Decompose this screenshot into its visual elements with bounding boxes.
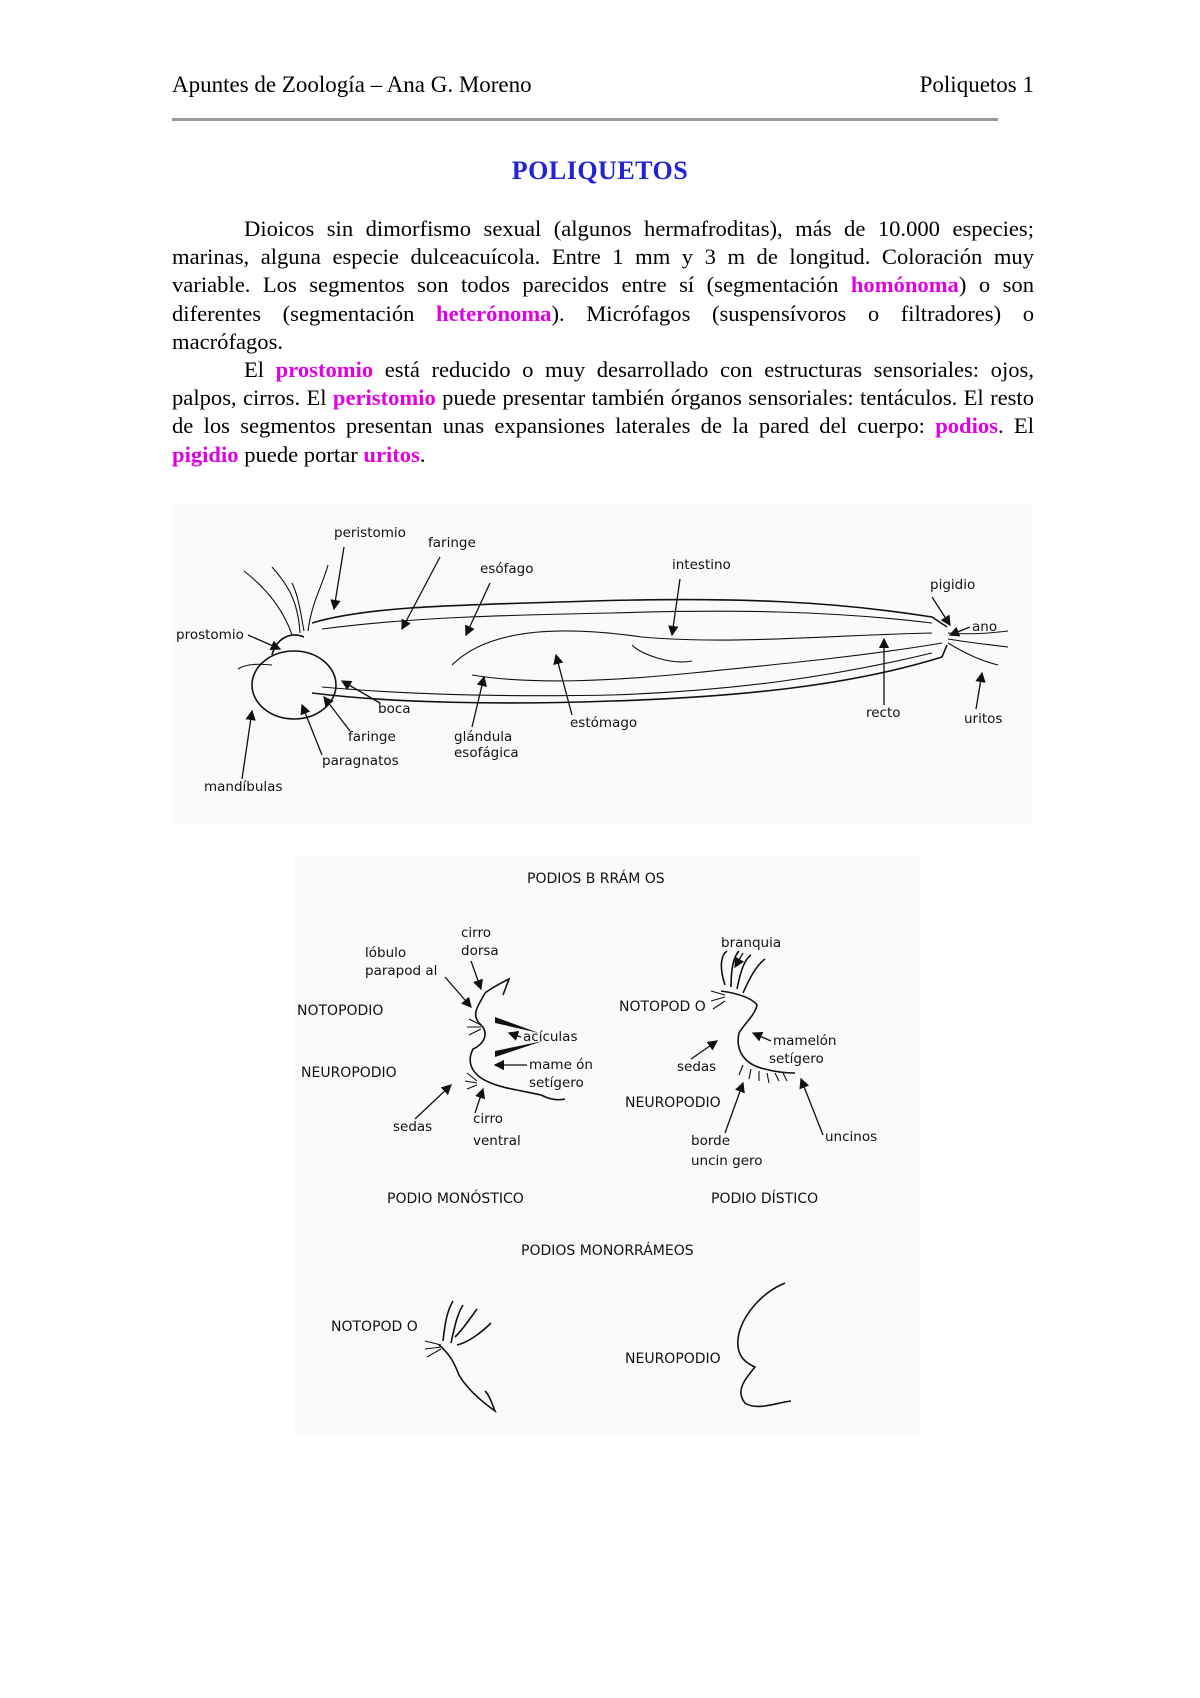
label-intestino: intestino [672, 557, 731, 573]
paragraph-1: Dioicos sin dimorfismo sexual (algunos hermafroditas), más de 10.000 especies; marinas, alguna especie dulceacuícola. Entre 1 mm y 3 m de longitud. Coloración muy variable. Los segmentos son todos parecidos entre sí (segmentación homónoma) o son diferentes (segmentación heterónoma). Micrófagos (suspensívoros o filtradores) o macrófagos. [172, 216, 1034, 354]
diagram-background [172, 505, 1032, 825]
term-podios: podios [935, 413, 998, 439]
heading-podios-birramos: PODIOS B RRÁM OS [527, 871, 665, 887]
label-esofago: esófago [480, 561, 534, 577]
label-glandula: glándula [454, 729, 513, 745]
label-notopodio-right: NOTOPOD O [619, 999, 706, 1015]
label-mamelon-2: setígero [529, 1075, 584, 1091]
label-pigidio: pigidio [930, 577, 976, 593]
label-sedas-right: sedas [677, 1059, 717, 1075]
header-page-label: Poliquetos 1 [919, 72, 1034, 97]
label-boca: boca [378, 701, 411, 717]
label-mandibulas: mandíbulas [204, 779, 283, 795]
label-ano: ano [972, 619, 998, 635]
label-neuropodio-right: NEUROPODIO [625, 1095, 721, 1111]
label-recto: recto [866, 705, 901, 721]
label-uncinos: uncinos [825, 1129, 878, 1145]
term-pigidio: pigidio [172, 441, 239, 467]
label-uritos: uritos [964, 711, 1003, 727]
label-podio-distico: PODIO DÍSTICO [711, 1191, 819, 1207]
body-text [172, 215, 1034, 469]
label-faringe-bottom: faringe [348, 729, 396, 745]
term-heteronoma: heterónoma [436, 300, 552, 326]
label-podio-monostico: PODIO MONÓSTICO [387, 1191, 524, 1207]
page-header [172, 72, 1034, 102]
label-borde-1: borde [691, 1133, 731, 1149]
page-title: POLIQUETOS [511, 156, 689, 185]
label-notopodio-left: NOTOPODIO [297, 1003, 384, 1019]
label-neuropodio-left: NEUROPODIO [301, 1065, 397, 1081]
podios-diagram [295, 855, 920, 1435]
polychaete-anatomy-diagram [172, 505, 1032, 825]
term-prostomio: prostomio [275, 357, 374, 383]
label-borde-2: uncin gero [691, 1153, 763, 1169]
label-prostomio: prostomio [176, 627, 244, 643]
heading-podios-monorramos: PODIOS MONORRÁMEOS [521, 1243, 694, 1259]
label-neuropodio-bottom: NEUROPODIO [625, 1351, 721, 1367]
diagram2-background [295, 855, 920, 1435]
label-paragnatos: paragnatos [322, 753, 399, 769]
label-sedas-left: sedas [393, 1119, 433, 1135]
header-rule [172, 118, 998, 121]
label-branquia: branquia [721, 935, 782, 951]
label-mamelon-1: mame ón [529, 1057, 593, 1073]
term-homonoma: homónoma [850, 272, 959, 298]
label-lobulo-2: parapod al [365, 963, 438, 979]
label-cirro-dorsal-2: dorsa [461, 943, 499, 959]
label-cirro-dorsal-1: cirro [461, 925, 491, 941]
label-lobulo-1: lóbulo [365, 945, 407, 961]
label-aciculas: acículas [523, 1029, 578, 1045]
header-left-text: Apuntes de Zoología – Ana G. Moreno [172, 72, 532, 97]
paragraph-2: El prostomio está reducido o muy desarrollado con estructuras sensoriales: ojos, palpos, cirros. El peristomio puede presentar también órganos sensoriales: tentáculos. El resto de los segmentos presentan unas expansiones laterales de la pared del cuerpo: podios. El pigidio puede portar uritos. [172, 357, 1034, 467]
term-uritos: uritos [363, 441, 420, 467]
label-estomago: estómago [570, 715, 638, 731]
term-peristomio: peristomio [332, 385, 436, 411]
label-cirro-ventral-1: cirro [473, 1111, 503, 1127]
label-cirro-ventral-2: ventral [473, 1133, 521, 1149]
label-faringe-top: faringe [428, 535, 476, 551]
label-notopodio-bottom: NOTOPOD O [331, 1319, 418, 1335]
label-esofagica: esofágica [454, 745, 519, 761]
label-mamelon-right-1: mamelón [773, 1033, 837, 1049]
label-mamelon-right-2: setígero [769, 1051, 824, 1067]
label-peristomio: peristomio [334, 525, 406, 541]
